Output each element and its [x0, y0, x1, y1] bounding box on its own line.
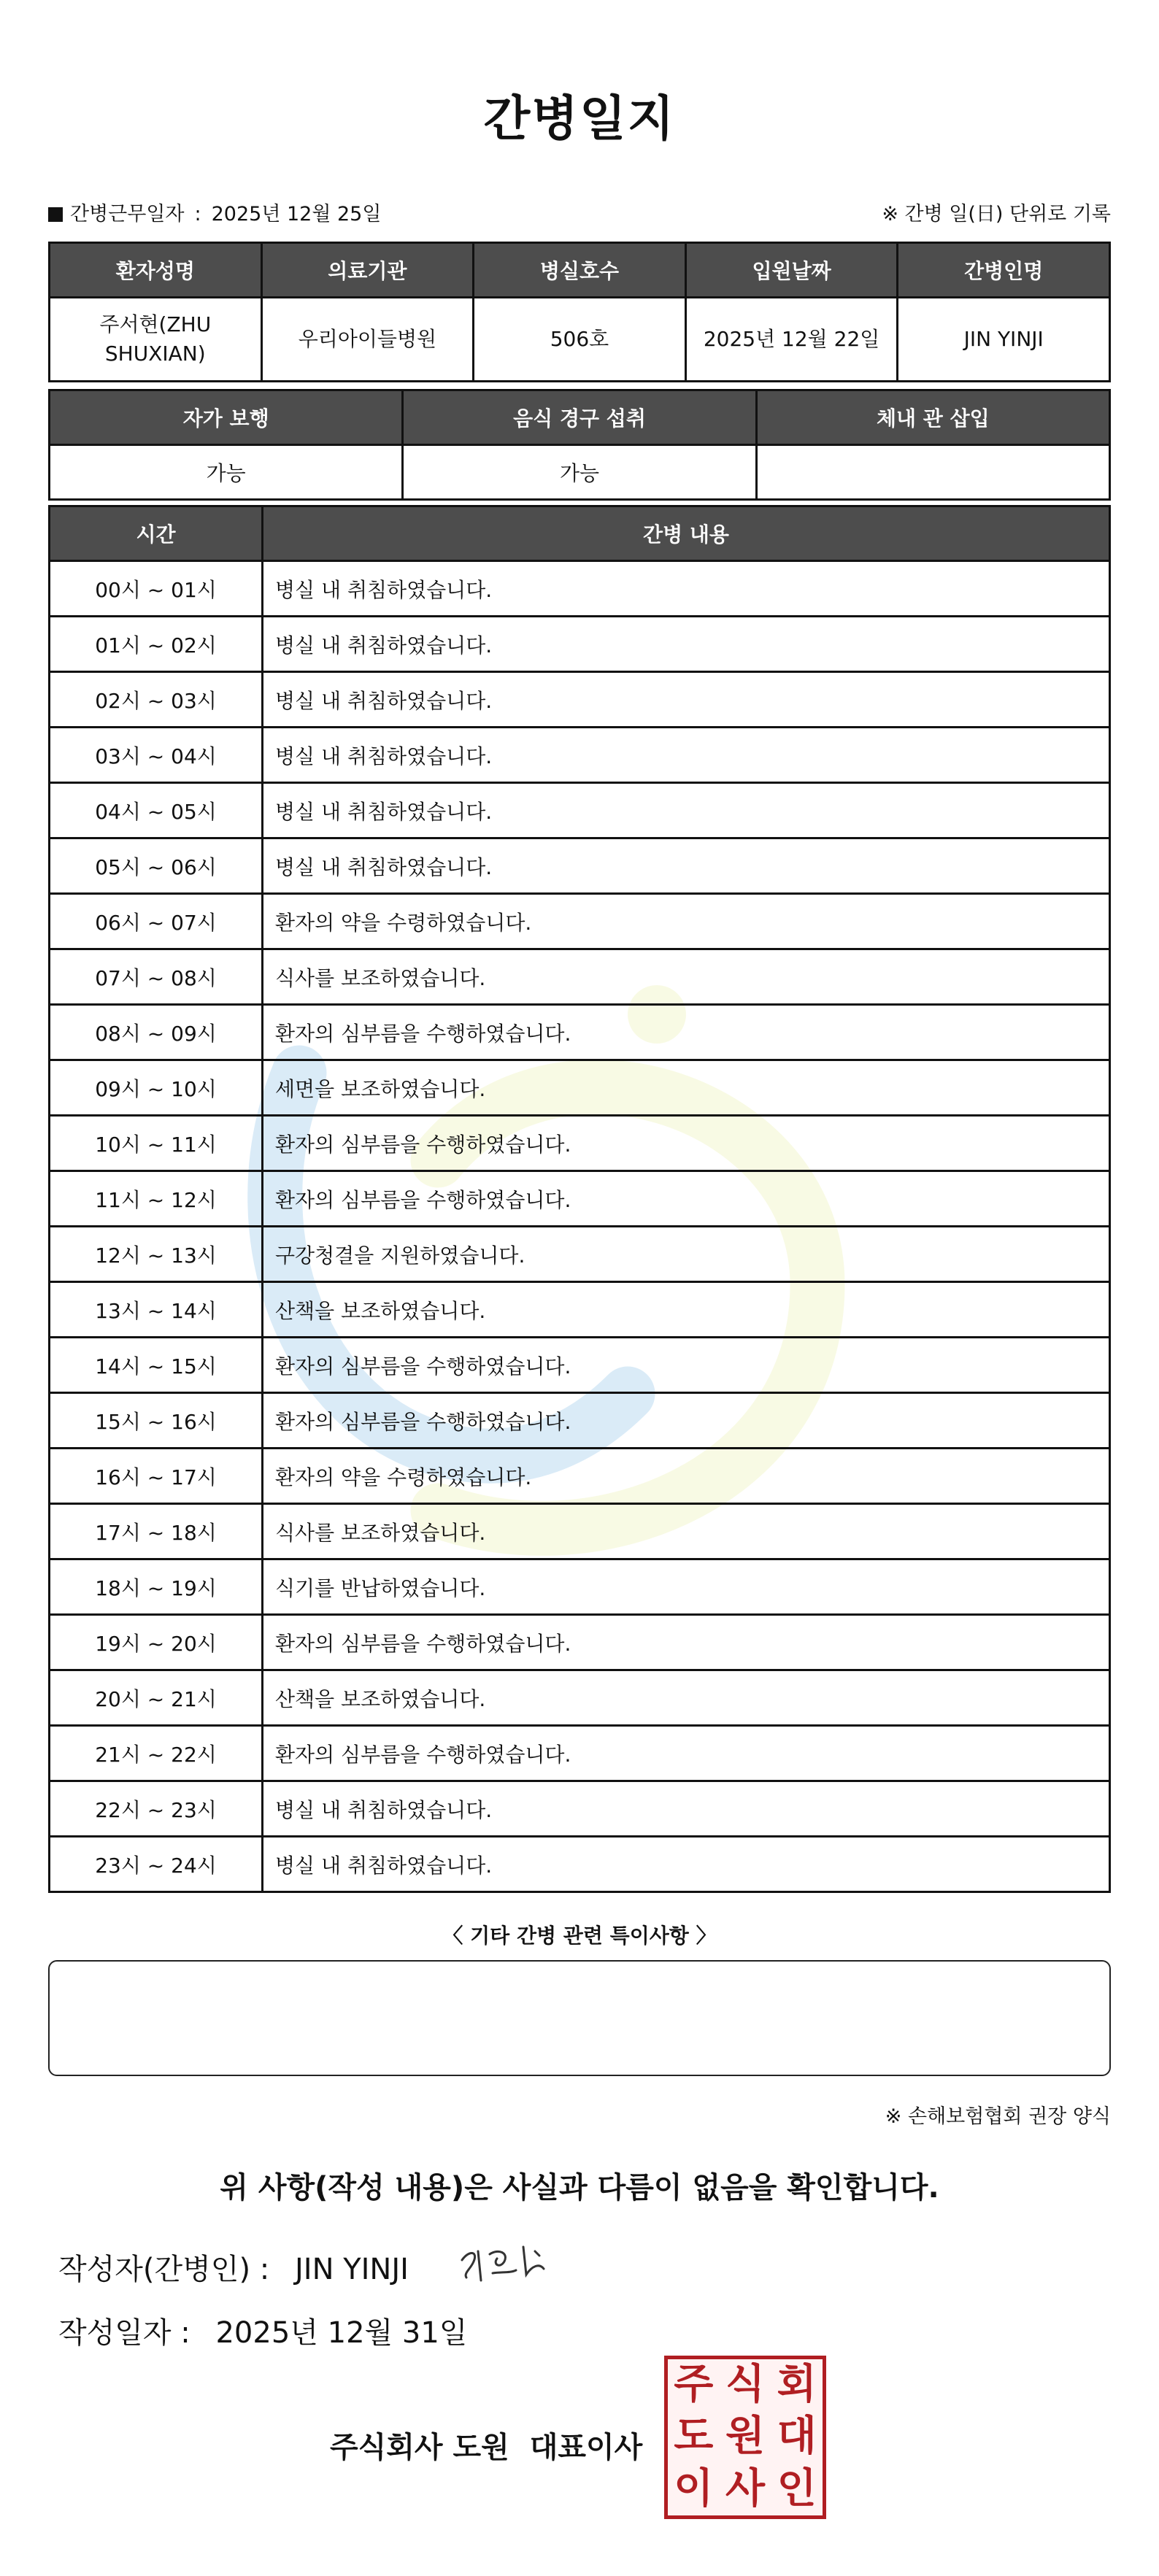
write-date-line — [58, 2310, 467, 2351]
care-log-content: 병실 내 취침하였습니다. — [263, 1781, 1110, 1837]
care-log-row — [50, 1504, 1110, 1559]
care-log-time: 03시 ~ 04시 — [50, 728, 263, 783]
care-log-time: 08시 ~ 09시 — [50, 1005, 263, 1060]
header-care-content: 간병 내용 — [263, 506, 1110, 561]
care-log-time: 01시 ~ 02시 — [50, 617, 263, 672]
care-log-content: 구강청결을 지원하였습니다. — [263, 1227, 1110, 1282]
header-tube-insertion: 체내 관 삽입 — [756, 390, 1109, 445]
care-log-time: 17시 ~ 18시 — [50, 1504, 263, 1559]
company-line — [330, 2424, 642, 2466]
write-date-value: 2025년 12월 31일 — [215, 2316, 468, 2350]
page-title: 간병일지 — [483, 90, 676, 147]
patient-info-table — [48, 242, 1111, 382]
work-date-value: 2025년 12월 25일 — [211, 203, 382, 225]
handwritten-signature — [456, 2229, 566, 2288]
caregiver-name: JIN YINJI — [898, 298, 1110, 382]
admission-date: 2025년 12월 22일 — [685, 298, 898, 382]
care-log-time: 13시 ~ 14시 — [50, 1282, 263, 1338]
room-number: 506호 — [474, 298, 686, 382]
care-log-time: 21시 ~ 22시 — [50, 1726, 263, 1781]
care-log-row — [50, 1449, 1110, 1504]
care-log-content: 식기를 반납하였습니다. — [263, 1559, 1110, 1615]
care-log-row — [50, 1670, 1110, 1726]
care-log-content: 식사를 보조하였습니다. — [263, 1504, 1110, 1559]
representative-title: 대표이사 — [529, 2431, 643, 2464]
seal-char: 주 — [674, 2361, 714, 2408]
patient-status-value-row — [50, 445, 1110, 500]
care-log-row — [50, 1171, 1110, 1227]
work-date-label: 간병근무일자 — [70, 203, 185, 225]
hospital-name: 우리아이들병원 — [261, 298, 474, 382]
seal-char: 도 — [674, 2413, 714, 2461]
care-log-row — [50, 1060, 1110, 1116]
special-notes-box — [48, 1960, 1111, 2076]
care-log-time: 23시 ~ 24시 — [50, 1837, 263, 1892]
care-log-time: 02시 ~ 03시 — [50, 672, 263, 728]
care-log-content: 환자의 심부름을 수행하였습니다. — [263, 1393, 1110, 1449]
care-log-content: 병실 내 취침하였습니다. — [263, 728, 1110, 783]
care-log-content: 환자의 심부름을 수행하였습니다. — [263, 1726, 1110, 1781]
care-log-content: 환자의 심부름을 수행하였습니다. — [263, 1615, 1110, 1670]
care-log-time: 16시 ~ 17시 — [50, 1449, 263, 1504]
care-log-content: 환자의 심부름을 수행하였습니다. — [263, 1116, 1110, 1171]
care-log-row — [50, 1781, 1110, 1837]
care-log-row — [50, 728, 1110, 783]
care-log-row — [50, 838, 1110, 894]
care-log-content: 식사를 보조하였습니다. — [263, 949, 1110, 1005]
care-log-row — [50, 1005, 1110, 1060]
care-log-row — [50, 1116, 1110, 1171]
care-log-header-row — [50, 506, 1110, 561]
care-log-content: 병실 내 취침하였습니다. — [263, 561, 1110, 617]
care-log-content: 병실 내 취침하였습니다. — [263, 672, 1110, 728]
care-log-time: 19시 ~ 20시 — [50, 1615, 263, 1670]
care-log-content: 세면을 보조하였습니다. — [263, 1060, 1110, 1116]
care-log-row — [50, 1393, 1110, 1449]
oral-intake-value: 가능 — [403, 445, 756, 500]
care-log-time: 06시 ~ 07시 — [50, 894, 263, 949]
patient-name: 주서현(ZHU SHUXIAN) — [50, 298, 262, 382]
writer-label: 작성자(간병인) : — [58, 2253, 270, 2286]
company-seal-stamp — [664, 2356, 826, 2519]
care-log-body — [50, 561, 1110, 1892]
header-time: 시간 — [50, 506, 263, 561]
header-hospital: 의료기관 — [261, 243, 474, 298]
care-log-content: 병실 내 취침하였습니다. — [263, 1837, 1110, 1892]
self-walking-value: 가능 — [50, 445, 403, 500]
unit-note: ※ 간병 일(日) 단위로 기록 — [882, 203, 1111, 225]
care-log-time: 11시 ~ 12시 — [50, 1171, 263, 1227]
patient-info-value-row — [50, 298, 1110, 382]
care-log-row — [50, 617, 1110, 672]
patient-status-table — [48, 389, 1111, 501]
care-log-content: 병실 내 취침하였습니다. — [263, 783, 1110, 838]
care-log-time: 05시 ~ 06시 — [50, 838, 263, 894]
square-bullet-icon — [48, 207, 63, 222]
patient-info-header-row — [50, 243, 1110, 298]
seal-char: 사 — [725, 2464, 766, 2513]
seal-char: 원 — [725, 2413, 766, 2461]
seal-char: 이 — [674, 2464, 714, 2513]
company-name: 주식회사 도원 — [330, 2431, 509, 2464]
header-room: 병실호수 — [474, 243, 686, 298]
care-log-time: 10시 ~ 11시 — [50, 1116, 263, 1171]
care-log-time: 04시 ~ 05시 — [50, 783, 263, 838]
header-patient-name: 환자성명 — [50, 243, 262, 298]
header-admission-date: 입원날짜 — [685, 243, 898, 298]
confirm-statement: 위 사항(작성 내용)은 사실과 다름이 없음을 확인합니다. — [220, 2171, 939, 2205]
header-self-walking: 자가 보행 — [50, 390, 403, 445]
care-log-time: 20시 ~ 21시 — [50, 1670, 263, 1726]
care-log-time: 18시 ~ 19시 — [50, 1559, 263, 1615]
header-caregiver-name: 간병인명 — [898, 243, 1110, 298]
writer-line — [58, 2246, 409, 2288]
care-log-content: 환자의 심부름을 수행하였습니다. — [263, 1171, 1110, 1227]
care-log-content: 환자의 심부름을 수행하였습니다. — [263, 1005, 1110, 1060]
work-date-separator: : — [194, 203, 201, 225]
care-log-table — [48, 505, 1111, 1893]
care-log-row — [50, 949, 1110, 1005]
seal-char: 회 — [777, 2361, 817, 2408]
care-log-content: 산책을 보조하였습니다. — [263, 1670, 1110, 1726]
writer-name: JIN YINJI — [294, 2253, 409, 2286]
care-log-time: 22시 ~ 23시 — [50, 1781, 263, 1837]
care-log-content: 병실 내 취침하였습니다. — [263, 838, 1110, 894]
care-log-row — [50, 1282, 1110, 1338]
care-log-row — [50, 894, 1110, 949]
seal-char: 인 — [777, 2464, 817, 2513]
care-log-content: 환자의 약을 수령하였습니다. — [263, 894, 1110, 949]
care-log-time: 14시 ~ 15시 — [50, 1338, 263, 1393]
recommend-note: ※ 손해보험협회 권장 양식 — [885, 2105, 1111, 2128]
care-log-row — [50, 1227, 1110, 1282]
care-log-row — [50, 672, 1110, 728]
care-log-row — [50, 1559, 1110, 1615]
patient-status-header-row — [50, 390, 1110, 445]
meta-row — [48, 200, 1111, 229]
write-date-label: 작성일자 : — [58, 2316, 190, 2350]
care-log-content: 산책을 보조하였습니다. — [263, 1282, 1110, 1338]
care-log-row — [50, 1837, 1110, 1892]
care-log-time: 09시 ~ 10시 — [50, 1060, 263, 1116]
work-date-info — [48, 200, 381, 229]
care-log-time: 00시 ~ 01시 — [50, 561, 263, 617]
care-log-time: 12시 ~ 13시 — [50, 1227, 263, 1282]
care-log-time: 07시 ~ 08시 — [50, 949, 263, 1005]
special-notes-label: 〈 기타 간병 관련 특이사항 〉 — [442, 1924, 717, 1948]
care-log-row — [50, 1615, 1110, 1670]
seal-char: 대 — [777, 2413, 817, 2461]
care-log-row — [50, 1338, 1110, 1393]
header-oral-intake: 음식 경구 섭취 — [403, 390, 756, 445]
seal-char: 식 — [725, 2361, 766, 2408]
care-log-content: 병실 내 취침하였습니다. — [263, 617, 1110, 672]
care-log-row — [50, 1726, 1110, 1781]
care-log-row — [50, 561, 1110, 617]
tube-insertion-value — [756, 445, 1109, 500]
care-log-content: 환자의 약을 수령하였습니다. — [263, 1449, 1110, 1504]
care-log-time: 15시 ~ 16시 — [50, 1393, 263, 1449]
care-log-row — [50, 783, 1110, 838]
care-log-content: 환자의 심부름을 수행하였습니다. — [263, 1338, 1110, 1393]
